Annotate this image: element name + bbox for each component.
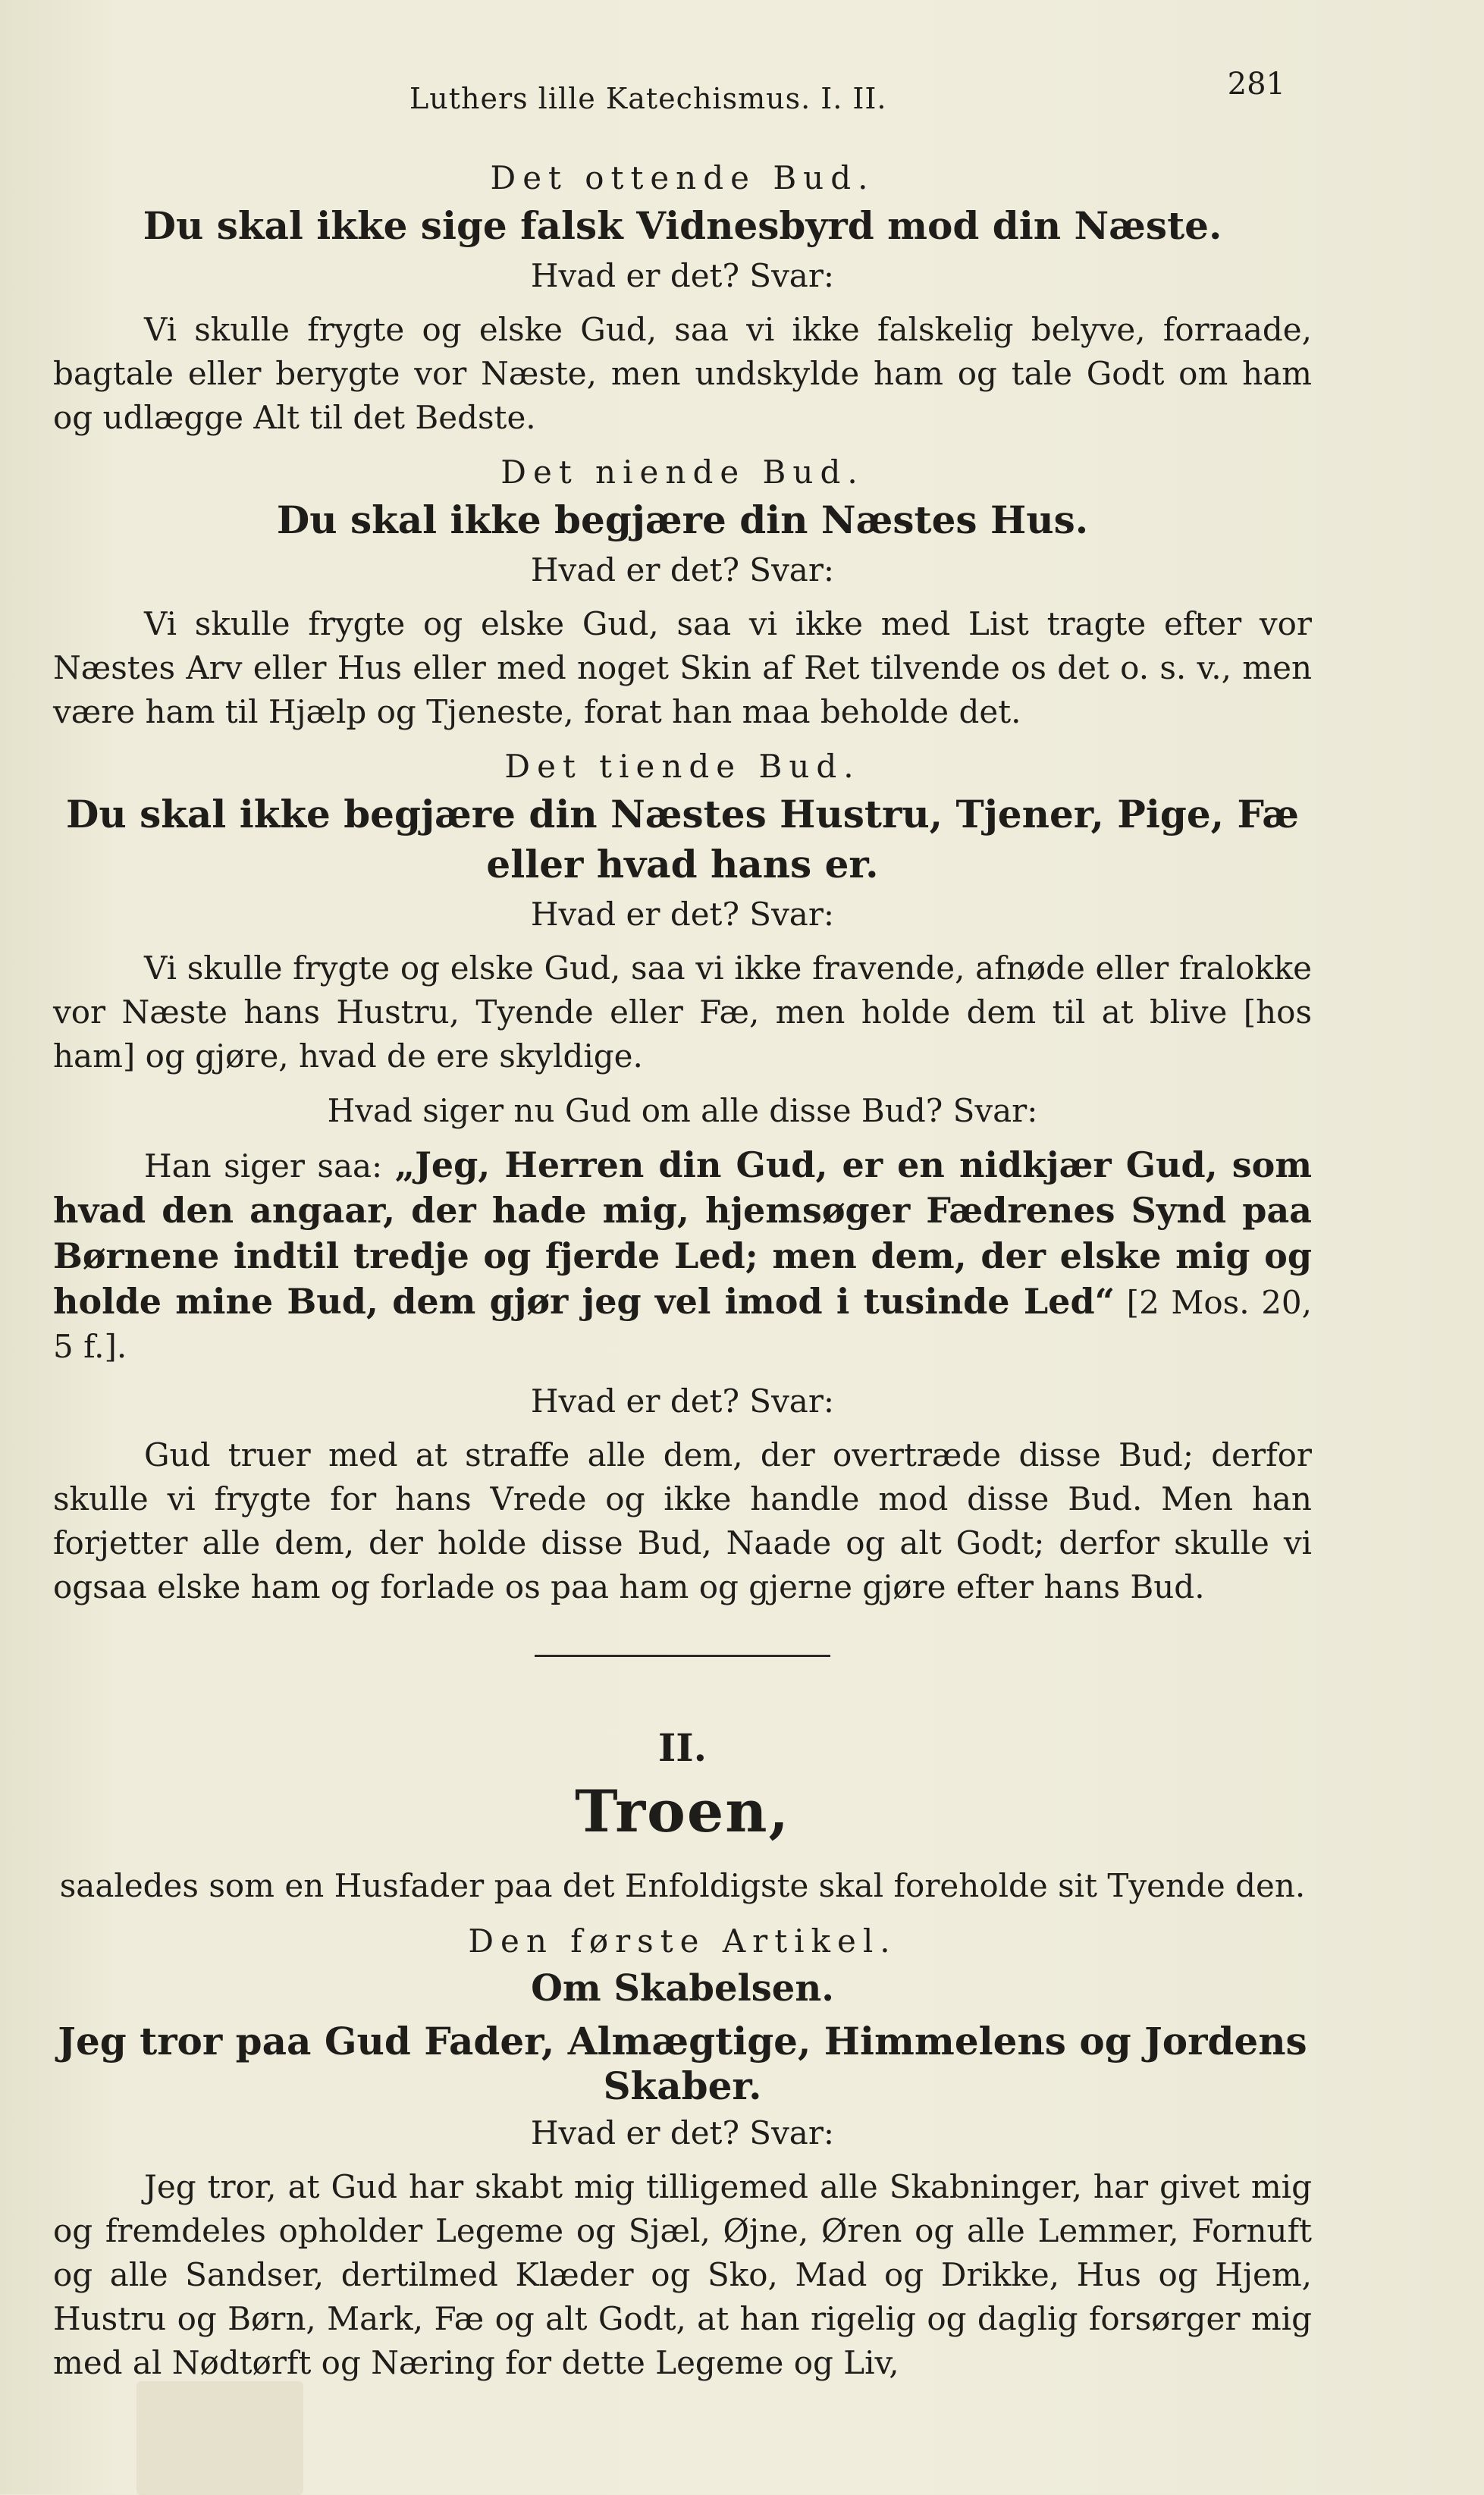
part-number: II. <box>657 1725 707 1770</box>
commandment-nine <box>53 453 1312 734</box>
commandment-text: Du skal ikke begjære din Næstes Hus. <box>276 497 1089 542</box>
section-divider <box>535 1655 830 1657</box>
running-head: Luthers lille Katechismus. I. II. <box>409 82 887 115</box>
question-line: Hvad er det? Svar: <box>530 896 835 933</box>
part-two <box>53 1725 1312 2385</box>
conclusion <box>53 1092 1312 1609</box>
quote-text: „Jeg, Herren din Gud, er en nidkjær Gud, som hvad den angaar, der hade mig, hjemsøger Fædrenes Synd paa Børnene indtil tredje og fjerde Led; men dem, der elske mig og holde mine Bud, dem gjør jeg vel imod i tusinde Led“ <box>53 1144 1313 1322</box>
scripture-reference: [2 Mos. 20, 5 f.]. <box>53 1284 1312 1365</box>
paper-stain <box>136 2381 303 2495</box>
question-line: Hvad er det? Svar: <box>530 257 835 294</box>
part-title: Troen, <box>575 1778 790 1845</box>
commandment-text: Du skal ikke sige falsk Vidnesbyrd mod din Næste. <box>143 203 1222 248</box>
quote-lead: Han siger saa: <box>144 1147 395 1185</box>
answer-paragraph: Vi skulle frygte og elske Gud, saa vi ikke med List tragte efter vor Næstes Arv eller Hus eller med noget Skin af Ret tilvende os det o. s. v., men være ham til Hjælp og Tjeneste, forat han maa beholde det. <box>53 605 1312 730</box>
page-number: 281 <box>1227 67 1285 102</box>
answer-paragraph: Jeg tror, at Gud har skabt mig tilligemed alle Skabninger, har givet mig og fremdeles opholder Legeme og Sjæl, Øjne, Øren og alle Lemmer, Fornuft og alle Sandser, dertilmed Klæder og Sko, Mad og Drikke, Hus og Hjem, Hustru og Børn, Mark, Fæ og alt Godt, at han rigelig og daglig forsørger mig med al Nødtørft og Næring for dette Legeme og Liv, <box>53 2168 1312 2381</box>
answer-paragraph: Gud truer med at straffe alle dem, der overtræde disse Bud; derfor skulle vi frygte for hans Vrede og ikke handle mod disse Bud. Men han forjetter alle dem, der holde disse Bud, Naade og alt Godt; derfor skulle vi ogsaa elske ham og forlade os paa ham og gjerne gjøre efter hans Bud. <box>53 1436 1312 1605</box>
question-line: Hvad er det? Svar: <box>530 2114 835 2151</box>
conclusion-question: Hvad siger nu Gud om alle disse Bud? Svar: <box>327 1092 1038 1129</box>
section-heading: Det tiende Bud. <box>504 748 861 785</box>
creed-text: Jeg tror paa Gud Fader, Almægtige, Himmelens og Jordens Skaber. <box>58 2019 1307 2108</box>
part-subtitle: saaledes som en Husfader paa det Enfoldigste skal foreholde sit Tyende den. <box>59 1867 1306 1904</box>
section-heading: Det ottende Bud. <box>490 159 875 196</box>
question-line: Hvad er det? Svar: <box>530 551 835 588</box>
article-heading: Den første Artikel. <box>468 1922 897 1960</box>
question-line: Hvad er det? Svar: <box>530 1382 835 1420</box>
section-heading: Det niende Bud. <box>500 453 864 491</box>
answer-paragraph: Vi skulle frygte og elske Gud, saa vi ikke falskelig belyve, forraade, bagtale eller berygte vor Næste, men undskylde ham og tale Godt om ham og udlægge Alt til det Bedste. <box>53 311 1312 436</box>
page-content <box>53 152 1312 2399</box>
commandment-ten <box>53 748 1312 1078</box>
commandment-eight <box>53 159 1312 440</box>
article-title: Om Skabelsen. <box>531 1967 834 2010</box>
commandment-text: Du skal ikke begjære din Næstes Hustru, Tjener, Pige, Fæ eller hvad hans er. <box>66 792 1299 887</box>
answer-paragraph: Vi skulle frygte og elske Gud, saa vi ikke fravende, afnøde eller fralokke vor Næste hans Hustru, Tyende eller Fæ, men holde dem til at blive [hos ham] og gjøre, hvad de ere skyldige. <box>53 949 1312 1075</box>
conclusion-quote-paragraph <box>53 1143 1312 1369</box>
